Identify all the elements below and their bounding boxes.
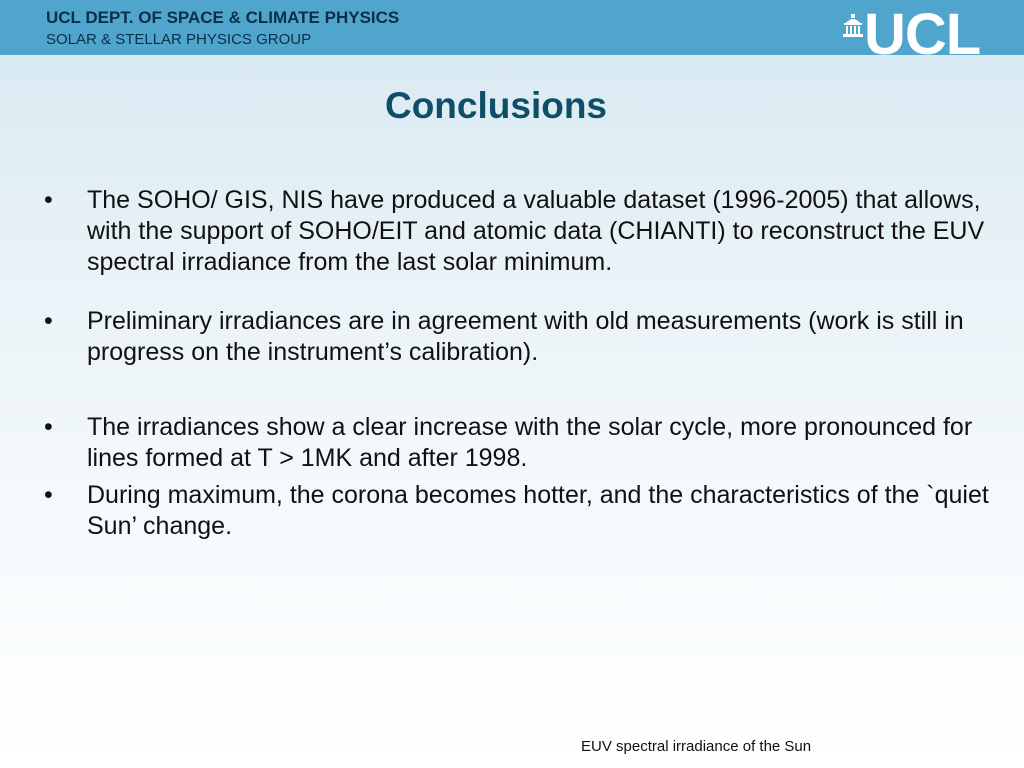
- ucl-logo: [842, 2, 1002, 67]
- bullet-item-dataset: [44, 185, 989, 278]
- ucl-portico-icon: [842, 14, 864, 38]
- bullet-symbol: •: [44, 186, 53, 214]
- bullet-symbol: •: [44, 307, 53, 335]
- bullet-list: [44, 185, 989, 542]
- bullet-text: Preliminary irradiances are in agreement with old measurements (work is still in progress on the instrument’s calibration).: [87, 307, 964, 366]
- bullet-symbol: •: [44, 481, 53, 509]
- bullet-symbol: •: [44, 413, 53, 441]
- footer-caption: EUV spectral irradiance of the Sun: [581, 738, 812, 755]
- bullet-item-agreement: [44, 306, 989, 368]
- slide-title: Conclusions: [384, 85, 608, 126]
- group-name: SOLAR & STELLAR PHYSICS GROUP: [46, 31, 312, 48]
- bullet-text: During maximum, the corona becomes hotter, and the characteristics of the `quiet Sun’ change.: [87, 481, 989, 540]
- bullet-text: The SOHO/ GIS, NIS have produced a valuable dataset (1996-2005) that allows, with the support of SOHO/EIT and atomic data (CHIANTI) to reconstruct the EUV spectral irradiance from the last solar minimum.: [87, 186, 985, 276]
- department-name: UCL DEPT. OF SPACE & CLIMATE PHYSICS: [46, 8, 400, 27]
- header-bar: [0, 0, 1024, 67]
- bullet-text: The irradiances show a clear increase with the solar cycle, more pronounced for lines formed at T > 1MK and after 1998.: [87, 413, 973, 472]
- bullet-item-solar-cycle: [44, 412, 989, 474]
- bullet-item-maximum: [44, 480, 989, 542]
- ucl-logo-text: UCL: [864, 2, 981, 67]
